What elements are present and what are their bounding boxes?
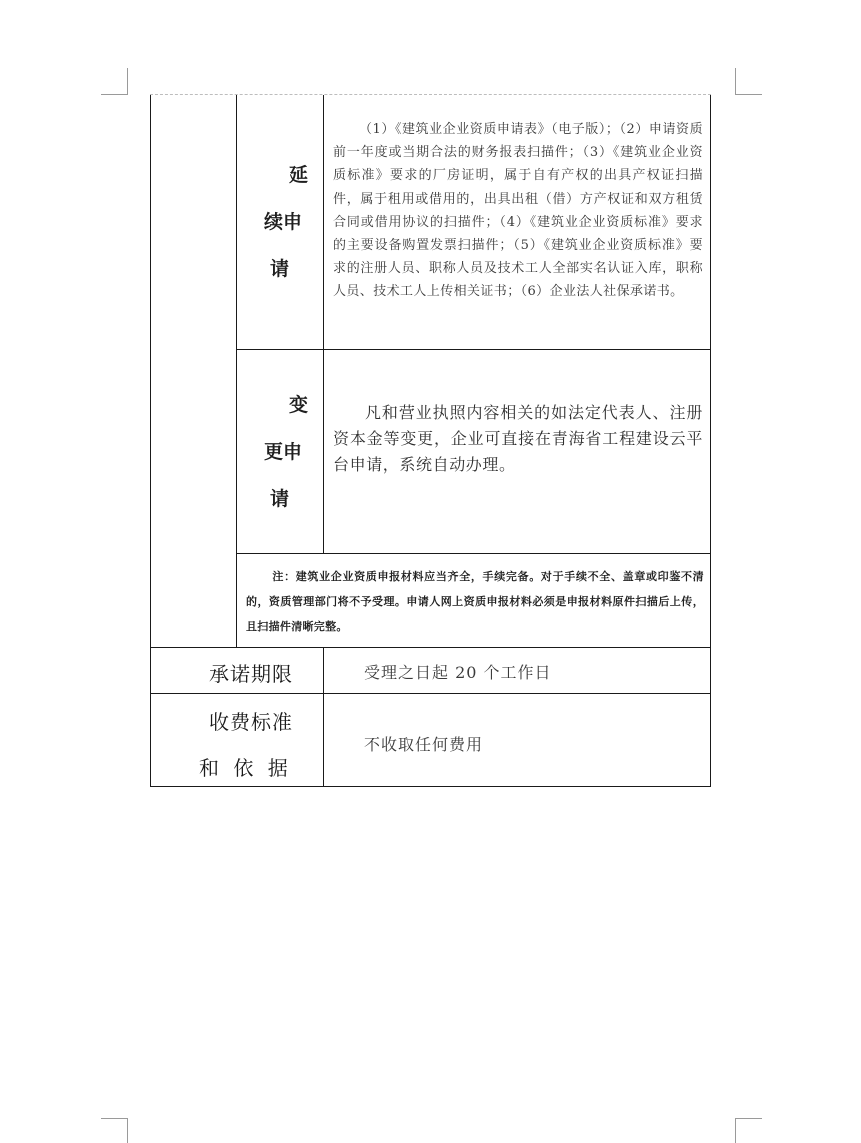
renewal-label-line-1: 延 [288, 164, 308, 186]
fee-value: 不收取任何费用 [364, 735, 484, 754]
note-cell [246, 564, 704, 644]
deadline-value: 受理之日起 20 个工作日 [364, 663, 552, 682]
crop-mark-top-right-v [735, 68, 736, 95]
crop-mark-bottom-left-h [101, 1118, 128, 1119]
renewal-requirements-text: （1）《建筑业企业资质申请表》（电子版）；（2）申请资质前一年度或当期合法的财务报表扫描件；（3）《建筑业企业资质标准》要求的厂房证明，属于自有产权的出具产权证扫描件，属于租用或借用的，出具出租（借）方产权证和双方租赁合同或借用协议的扫描件；（4）《建筑业企业资质标准》要求的主要设备购置发票扫描件；（5）《建筑业企业资质标准》要求的注册人员、职称人员及技术工人全部实名认证入库，职称人员、技术工人上传相关证书；（6）企业法人社保承诺书。 [333, 122, 703, 300]
renewal-label-line-3: 请 [269, 258, 289, 280]
crop-mark-top-left-h [101, 94, 128, 95]
crop-mark-bottom-left-v [127, 1118, 128, 1143]
change-label-line-2: 更申 [263, 441, 302, 463]
change-requirements-cell [333, 400, 703, 550]
page-top-dashed-rule [150, 94, 711, 95]
crop-mark-top-left-v [127, 68, 128, 95]
fee-label-line-1: 收费标准 [209, 710, 293, 734]
crop-mark-bottom-right-h [735, 1118, 762, 1119]
renewal-label-line-2: 续申 [263, 211, 302, 233]
deadline-label: 承诺期限 [209, 662, 293, 686]
renewal-requirements-cell [333, 118, 703, 343]
change-requirements-text: 凡和营业执照内容相关的如法定代表人、注册资本金等变更，企业可直接在青海省工程建设云平台申请，系统自动办理。 [333, 403, 703, 474]
change-label-line-3: 请 [269, 488, 289, 510]
change-label-line-1: 变 [288, 394, 308, 416]
fee-label-line-2: 和 依 据 [199, 756, 289, 780]
crop-mark-top-right-h [735, 94, 762, 95]
note-text: 注：建筑业企业资质申报材料应当齐全，手续完备。对于手续不全、盖章或印鉴不清的，资质管理部门将不予受理。申请人网上资质申报材料必须是申报材料原件扫描后上传，且扫描件清晰完整。 [246, 570, 704, 633]
crop-mark-bottom-right-v [735, 1118, 736, 1143]
